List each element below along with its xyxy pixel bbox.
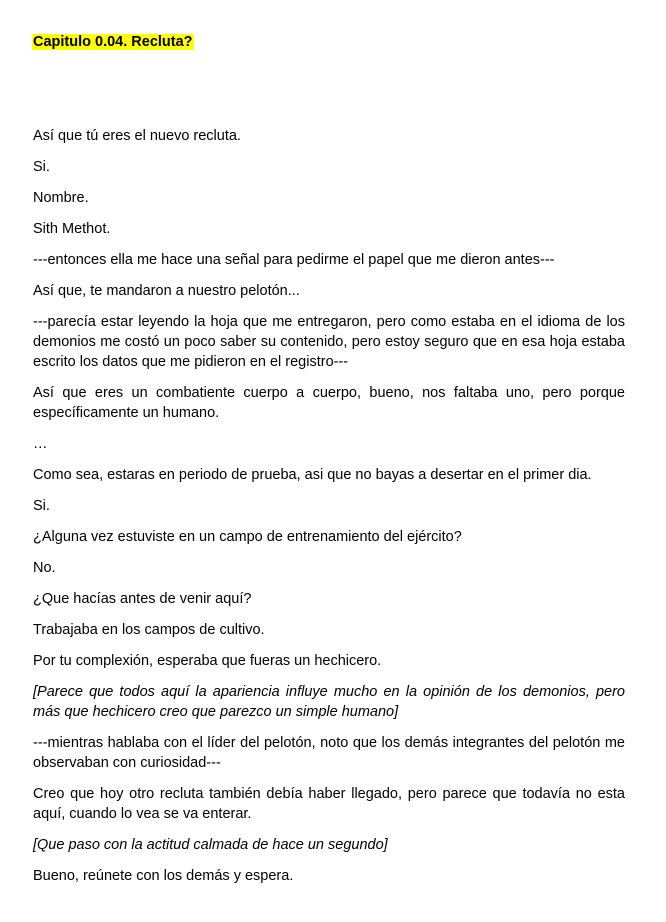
paragraph: Sith Methot.	[33, 221, 111, 237]
chapter-title-text: Capitulo 0.04. Recluta?	[33, 34, 193, 50]
paragraph: Así que, te mandaron a nuestro pelotón...	[33, 283, 300, 299]
paragraph: Creo que hoy otro recluta también debía haber llegado, pero parece que todavía no esta aquí, cuando lo vea se va enterar.	[33, 786, 625, 822]
paragraph: Bueno, reúnete con los demás y espera.	[33, 868, 294, 884]
paragraph: ---mientras hablaba con el líder del pelotón, noto que los demás integrantes del pelotón me observaban con curiosidad---	[33, 735, 625, 771]
paragraph: ¿Que hacías antes de venir aquí?	[33, 591, 252, 607]
paragraph: Como sea, estaras en periodo de prueba, asi que no bayas a desertar en el primer dia.	[33, 467, 592, 483]
paragraph: Nombre.	[33, 190, 89, 206]
paragraph: Así que eres un combatiente cuerpo a cuerpo, bueno, nos faltaba uno, pero porque específicamente un humano.	[33, 385, 625, 421]
paragraph: Así que tú eres el nuevo recluta.	[33, 128, 241, 144]
italic-thought-paragraph: [Parece que todos aquí la apariencia influye mucho en la opinión de los demonios, pero más que hechicero creo que parezco un simple humano]	[33, 684, 625, 720]
paragraph: ---parecía estar leyendo la hoja que me entregaron, pero como estaba en el idioma de los demonios me costó un poco saber su contenido, pero estoy seguro que en esa hoja estaba escrito los datos que me pidieron en el registro---	[33, 314, 625, 370]
paragraph: Si.	[33, 498, 50, 514]
paragraph: …	[33, 436, 48, 452]
chapter-title	[32, 33, 194, 51]
paragraph: Trabajaba en los campos de cultivo.	[33, 622, 265, 638]
italic-thought-paragraph: [Que paso con la actitud calmada de hace un segundo]	[33, 837, 388, 853]
paragraph: No.	[33, 560, 56, 576]
paragraph: Por tu complexión, esperaba que fueras un hechicero.	[33, 653, 382, 669]
paragraph: ---entonces ella me hace una señal para pedirme el papel que me dieron antes---	[33, 252, 555, 268]
paragraph: Si.	[33, 159, 50, 175]
paragraph: ¿Alguna vez estuviste en un campo de entrenamiento del ejército?	[33, 529, 462, 545]
document-body	[33, 126, 625, 897]
